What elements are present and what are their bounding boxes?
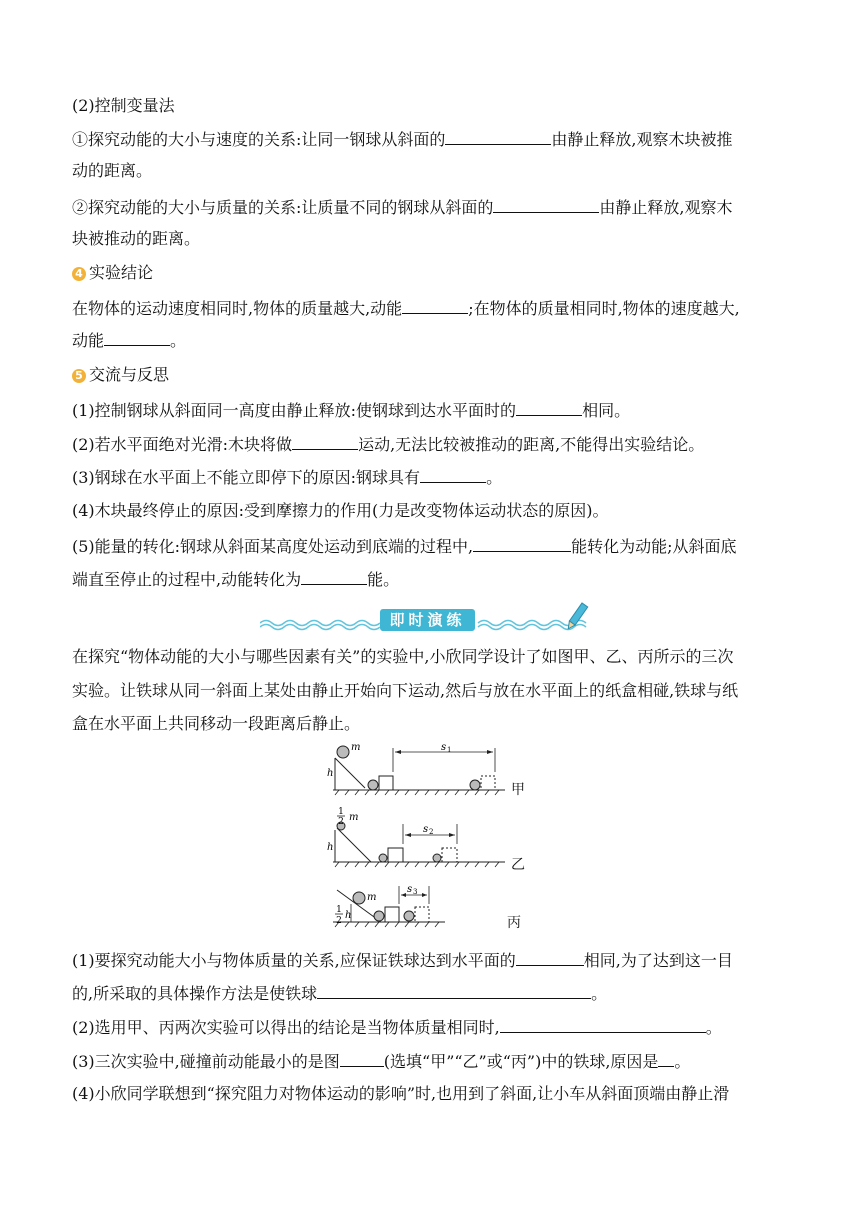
label-half-m: m	[349, 812, 359, 823]
question-intro-1: 在探究“物体动能的大小与哪些因素有关”的实验中,小欣同学设计了如图甲、乙、丙所示的三次	[72, 647, 734, 666]
question-4-line: (4)小欣同学联想到“探究阻力对物体运动的影响”时,也用到了斜面,让小车从斜面顶端由静止滑	[72, 1084, 730, 1103]
blank[interactable]	[500, 1016, 706, 1033]
blank[interactable]	[493, 196, 599, 213]
heading-text: 实验结论	[89, 263, 154, 282]
reflection-5-text-d: 能。	[367, 570, 400, 589]
diagram-jia	[327, 742, 505, 795]
question-intro-3: 盒在水平面上共同移动一段距离后静止。	[72, 714, 361, 733]
experiment-figure	[325, 740, 555, 930]
diagram-bing	[333, 884, 445, 927]
question-1-line	[72, 949, 733, 972]
question-intro-2: 实验。让铁球从同一斜面上某处由静止开始向下运动,然后与放在水平面上的纸盒相碰,铁球与纸	[72, 681, 739, 700]
question-3-line	[72, 1050, 690, 1073]
practice-banner-title: 即时演练	[380, 609, 475, 631]
reflection-3-text-a: (3)钢球在水平面上不能立即停下的原因:钢球具有	[72, 468, 421, 487]
item-1-text-b: 由静止释放,观察木块被推	[551, 130, 733, 149]
reflection-5-text-b: 能转化为动能;从斜面底	[571, 537, 737, 556]
blank[interactable]	[516, 399, 582, 416]
number-badge: 5	[72, 369, 86, 383]
reflection-1	[72, 399, 630, 422]
blank[interactable]	[658, 1050, 674, 1067]
reflection-1-text-b: 相同。	[582, 401, 631, 420]
question-3-text-c: 。	[674, 1052, 691, 1071]
item-2-text-a: ②探究动能的大小与质量的关系:让质量不同的钢球从斜面的	[72, 198, 494, 217]
blank[interactable]	[292, 433, 358, 450]
heading-conclusion	[72, 262, 153, 284]
diagram-yi	[327, 807, 505, 867]
question-2-line	[72, 1016, 722, 1039]
label-frac-den: 2	[338, 817, 344, 827]
label-m: m	[351, 742, 361, 753]
blank[interactable]	[473, 535, 571, 552]
reflection-5-cont	[72, 568, 399, 591]
reflection-2-text-a: (2)若水平面绝对光滑:木块将做	[72, 435, 293, 454]
blank[interactable]	[340, 1050, 384, 1067]
question-2-text-a: (2)选用甲、丙两次实验可以得出的结论是当物体质量相同时,	[72, 1018, 500, 1037]
question-1-cont	[72, 982, 607, 1005]
reflection-3	[72, 466, 502, 489]
label-frac-num: 1	[338, 807, 344, 817]
blank[interactable]	[516, 949, 584, 966]
conclusion-text-b: ;在物体的质量相同时,物体的速度越大,	[468, 299, 740, 318]
blank[interactable]	[301, 568, 367, 585]
heading-text: 交流与反思	[89, 365, 170, 384]
label-s2-sub: 2	[429, 828, 434, 836]
question-3-text-b: (选填“甲”“乙”或“丙”)中的铁球,原因是	[383, 1052, 659, 1071]
label-h: h	[327, 842, 334, 853]
reflection-5-text-a: (5)能量的转化:钢球从斜面某高度处运动到底端的过程中,	[72, 537, 474, 556]
blank[interactable]	[104, 329, 170, 346]
question-1-text-d: 。	[591, 984, 608, 1003]
blank[interactable]	[420, 466, 486, 483]
label-s1: s	[441, 742, 447, 753]
label-s1-sub: 1	[447, 746, 452, 754]
label-frac-den: 2	[336, 916, 342, 926]
label-half-h: h	[345, 910, 352, 921]
reflection-4: (4)木块最终停止的原因:受到摩擦力的作用(力是改变物体运动状态的原因)。	[72, 501, 609, 520]
reflection-1-text-a: (1)控制钢球从斜面同一高度由静止释放:使钢球到达水平面时的	[72, 401, 517, 420]
reflection-2-text-b: 运动,无法比较被推动的距离,不能得出实验结论。	[358, 435, 705, 454]
blank[interactable]	[445, 128, 551, 145]
question-1-text-c: 的,所采取的具体操作方法是使铁球	[72, 984, 318, 1003]
figure-label-yi: 乙	[511, 857, 525, 873]
reflection-3-text-b: 。	[486, 468, 503, 487]
item-1-line	[72, 128, 733, 151]
item-2-text-b: 由静止释放,观察木	[599, 198, 733, 217]
label-s2: s	[423, 824, 429, 835]
blank[interactable]	[402, 297, 468, 314]
figure-label-jia: 甲	[511, 782, 525, 798]
number-badge: 4	[72, 267, 86, 281]
heading-reflection	[72, 364, 169, 386]
question-3-text-a: (3)三次实验中,碰撞前动能最小的是图	[72, 1052, 340, 1071]
label-s3-sub: 3	[413, 888, 418, 896]
label-frac-num: 1	[336, 905, 342, 915]
conclusion-line-2	[72, 329, 186, 352]
conclusion-text-c: 动能	[72, 331, 105, 350]
label-h: h	[327, 768, 334, 779]
item-1-text-a: ①探究动能的大小与速度的关系:让同一钢球从斜面的	[72, 130, 446, 149]
reflection-5-text-c: 端直至停止的过程中,动能转化为	[72, 570, 302, 589]
conclusion-text-d: 。	[170, 331, 187, 350]
item-2-line	[72, 196, 733, 219]
label-m: m	[367, 892, 377, 903]
blank[interactable]	[317, 982, 591, 999]
conclusion-text-a: 在物体的运动速度相同时,物体的质量越大,动能	[72, 299, 403, 318]
label-s3: s	[407, 884, 413, 895]
section-title: (2)控制变量法	[72, 96, 175, 115]
figure-label-bing: 丙	[507, 915, 521, 931]
question-1-text-a: (1)要探究动能大小与物体质量的关系,应保证铁球达到水平面的	[72, 951, 516, 970]
question-2-text-b: 。	[705, 1018, 722, 1037]
conclusion-line-1	[72, 297, 740, 320]
item-2-cont: 块被推动的距离。	[72, 229, 201, 248]
reflection-5	[72, 535, 737, 558]
reflection-2	[72, 433, 704, 456]
question-1-text-b: 相同,为了达到这一目	[583, 951, 733, 970]
item-1-cont: 动的距离。	[72, 161, 153, 180]
